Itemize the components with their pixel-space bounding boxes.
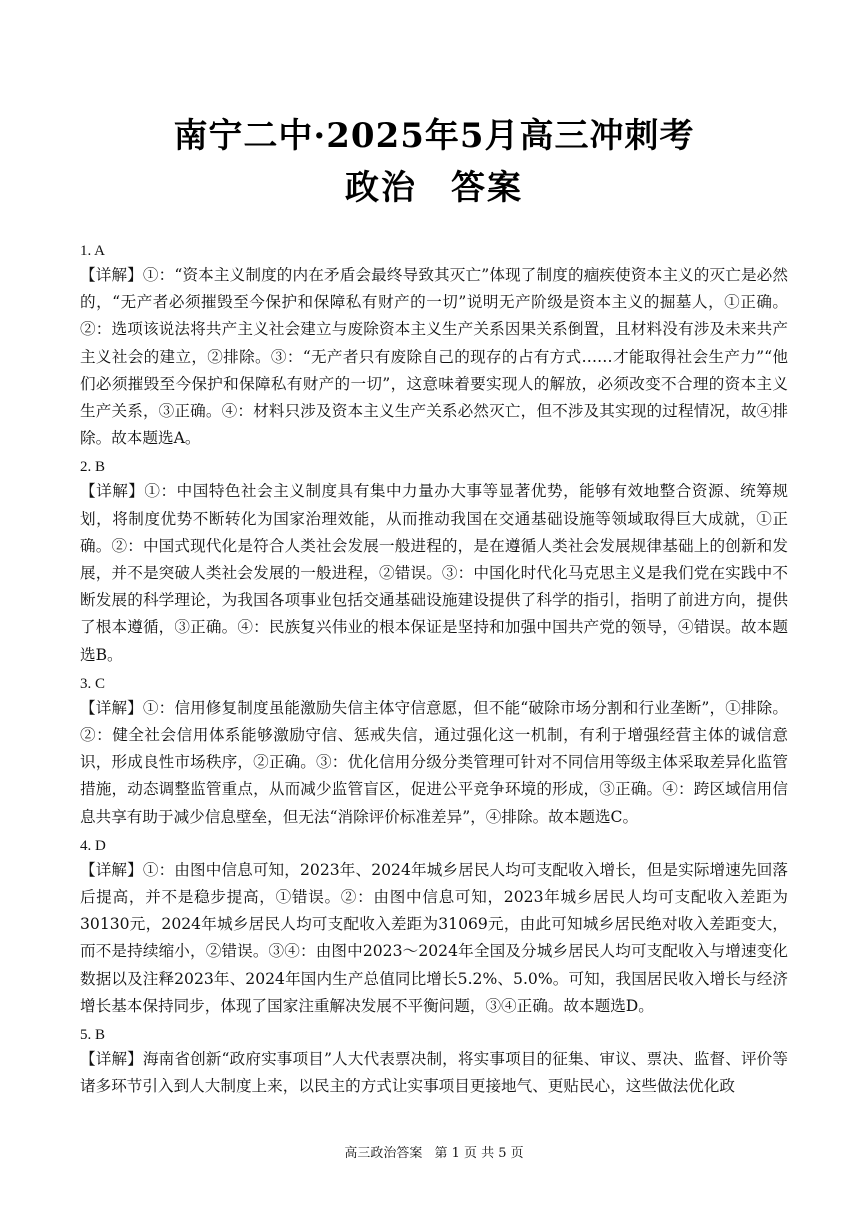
question-number: 5. B <box>80 1027 106 1044</box>
question-item <box>80 1024 788 1100</box>
page-footer <box>0 1142 868 1161</box>
question-item <box>80 673 788 831</box>
question-explanation: 【详解】①：由图中信息可知，2023年、2024年城乡居民人均可支配收入增长，但是实际增速先回落后提高，并不是稳步提高，①错误。②：由图中信息可知，2023年城乡居民人均可支配收入差距为30130元，2024年城乡居民人均可支配收入差距为31069元，由此可知城乡居民绝对收入差距变大，而不是持续缩小，②错误。③④：由图中2023～2024年全国及分城乡居民人均可支配收入与增速变化数据以及注释2023年、2024年国内生产总值同比增长5.2%、5.0%。可知，我国居民收入增长与经济增长基本保持同步，体现了国家注重解决发展不平衡问题，③④正确。故本题选D。 <box>80 860 788 1015</box>
question-explanation: 【详解】①：中国特色社会主义制度具有集中力量办大事等显著优势，能够有效地整合资源、统筹规划，将制度优势不断转化为国家治理效能，从而推动我国在交通基础设施等领域取得巨大成就，①正确。②：中国式现代化是符合人类社会发展一般进程的，是在遵循人类社会发展规律基础上的创新和发展，并不是突破人类社会发展的一般进程，②错误。③：中国化时代化马克思主义是我们党在实践中不断发展的科学理论，为我国各项事业包括交通基础设施建设提供了科学的指引，指明了前进方向，提供了根本遵循，③正确。④：民族复兴伟业的根本保证是坚持和加强中国共产党的领导，④错误。故本题选B。 <box>80 482 788 664</box>
page-title: 南宁二中·2025年5月高三冲刺考 <box>173 116 695 156</box>
page-subtitle <box>0 160 868 209</box>
question-item <box>80 835 788 1020</box>
question-item <box>80 456 788 668</box>
footer-doc-name: 高三政治答案 <box>344 1146 423 1161</box>
question-number: 4. D <box>80 837 106 854</box>
answer-list <box>80 236 788 1100</box>
question-item <box>80 240 788 452</box>
question-explanation: 【详解】①：“资本主义制度的内在矛盾会最终导致其灭亡”体现了制度的痼疾使资本主义的灭亡是必然的，“无产者必须摧毁至今保护和保障私有财产的一切”说明无产阶级是资本主义的掘墓人，①正确。②：选项该说法将共产主义社会建立与废除资本主义生产关系因果关系倒置，且材料没有涉及未来共产主义社会的建立，②排除。③：“无产者只有废除自己的现存的占有方式……才能取得社会生产力”“他们必须摧毁至今保护和保障私有财产的一切”，这意味着要实现人的解放，必须改变不合理的资本主义生产关系，③正确。④：材料只涉及资本主义生产关系必然灭亡，但不涉及其实现的过程情况，故④排除。故本题选A。 <box>80 266 788 448</box>
question-number: 2. B <box>80 459 106 476</box>
question-explanation: 【详解】①：信用修复制度虽能激励失信主体守信意愿，但不能“破除市场分割和行业垄断”，①排除。②：健全社会信用体系能够激励守信、惩戒失信，通过强化这一机制，有利于增强经营主体的诚信意识，形成良性市场秩序，②正确。③：优化信用分级分类管理可针对不同信用等级主体采取差异化监管措施，动态调整监管重点，从而减少监管盲区，促进公平竞争环境的形成，③正确。④：跨区域信用信息共享有助于减少信息壁垒，但无法“消除评价标准差异”，④排除。故本题选C。 <box>80 698 788 826</box>
question-number: 1. A <box>80 243 106 259</box>
question-explanation: 【详解】海南省创新“政府实事项目”人大代表票决制，将实事项目的征集、审议、票决、监督、评价等诸多环节引入到人大制度上来，以民主的方式让实事项目更接地气、更贴民心，这些做法优化政 <box>80 1050 788 1096</box>
answer-label: 答案 <box>451 168 523 208</box>
subject-label: 政治 <box>345 168 417 208</box>
footer-page-number: 第 1 页 共 5 页 <box>434 1146 524 1161</box>
question-number: 3. C <box>80 675 106 692</box>
